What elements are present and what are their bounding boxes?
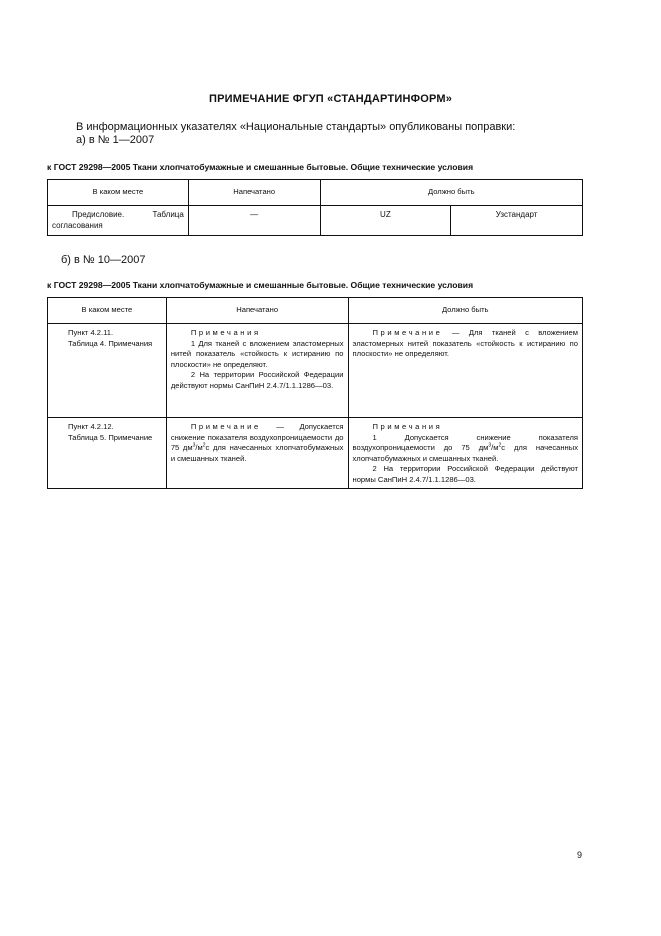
row2-should-sup1: 3 <box>488 442 492 449</box>
row2-printed-p1c: с для начесанных хлопчатобумажных и смешанных тканей. <box>170 443 344 463</box>
row-should-a: UZ <box>380 210 391 219</box>
amendment-table-1 <box>47 179 583 236</box>
row2-should-p2: 2 На территории Российской Федерации действуют нормы СанПиН 2.4.7/1.1.1286—03. <box>352 464 578 484</box>
row1-printed-p1: 1 Для тканей с вложением эластомерных нитей показатель «стойкость к истиранию по плоскости» не определяют. <box>170 338 344 369</box>
table-row <box>48 418 583 489</box>
row-place: Предисловие. Таблица согласования <box>52 210 184 230</box>
header-place: В каком месте <box>48 180 189 206</box>
header-place: В каком месте <box>48 298 167 324</box>
table-row <box>48 206 583 236</box>
row-printed: — <box>250 210 259 219</box>
row2-printed-p1a: — Допускается снижение показателя воздухопроницаемости до 75 дм <box>170 422 344 452</box>
header-should-be: Должно быть <box>348 298 583 324</box>
header-should-be: Должно быть <box>320 180 582 206</box>
row2-printed-p1b: /м <box>195 443 203 452</box>
row1-place-2: Таблица 4. Примечания <box>68 338 153 348</box>
row1-printed-p2: 2 На территории Российской Федерации действуют нормы СанПиН 2.4.7/1.1.1286—03. <box>170 370 344 390</box>
table-header-row <box>48 180 583 206</box>
row2-should-p1a: 1 Допускается снижение показателя воздухопроницаемости до 75 дм <box>352 432 578 452</box>
row1-should-p1: — Для тканей с вложением эластомерных нитей показатель «стойкость к истиранию по плоскости» не определяют. <box>352 328 578 358</box>
gost-reference-b: к ГОСТ 29298—2005 Ткани хлопчатобумажные и смешанные бытовые. Общие технические условия <box>47 280 474 290</box>
section-a-label: а) в № 1—2007 <box>76 134 155 146</box>
page-title: ПРИМЕЧАНИЕ ФГУП «СТАНДАРТИНФОРМ» <box>208 93 453 105</box>
table-row <box>48 324 583 418</box>
row2-should-p1b: /м <box>491 443 499 452</box>
row1-should-head: Примечание <box>372 328 443 337</box>
row1-printed-head: Примечания <box>190 328 261 337</box>
row2-place-2: Таблица 5. Примечание <box>68 432 153 442</box>
page-number: 9 <box>576 850 582 860</box>
amendment-table-2 <box>47 297 583 489</box>
row2-should-head: Примечания <box>372 422 443 431</box>
row2-should-p1c: с для начесанных хлопчатобумажных и смешанных тканей. <box>352 443 578 463</box>
row-should-b: Узстандарт <box>495 210 538 219</box>
row1-place-1: Пункт 4.2.11. <box>68 328 114 337</box>
table-header-row <box>48 298 583 324</box>
row2-should-sup2: 2 <box>498 442 502 449</box>
gost-reference-a: к ГОСТ 29298—2005 Ткани хлопчатобумажные и смешанные бытовые. Общие технические условия <box>47 162 474 172</box>
row2-place-1: Пункт 4.2.12. <box>68 422 114 431</box>
row2-printed-sup2: 2 <box>202 442 206 449</box>
section-b-label: б) в № 10—2007 <box>61 254 146 266</box>
row2-printed-sup1: 3 <box>192 442 196 449</box>
intro-text: В информационных указателях «Национальные стандарты» опубликованы поправки: <box>76 121 516 133</box>
header-printed: Напечатано <box>166 298 348 324</box>
header-printed: Напечатано <box>188 180 320 206</box>
row2-printed-head: Примечание <box>190 422 261 431</box>
